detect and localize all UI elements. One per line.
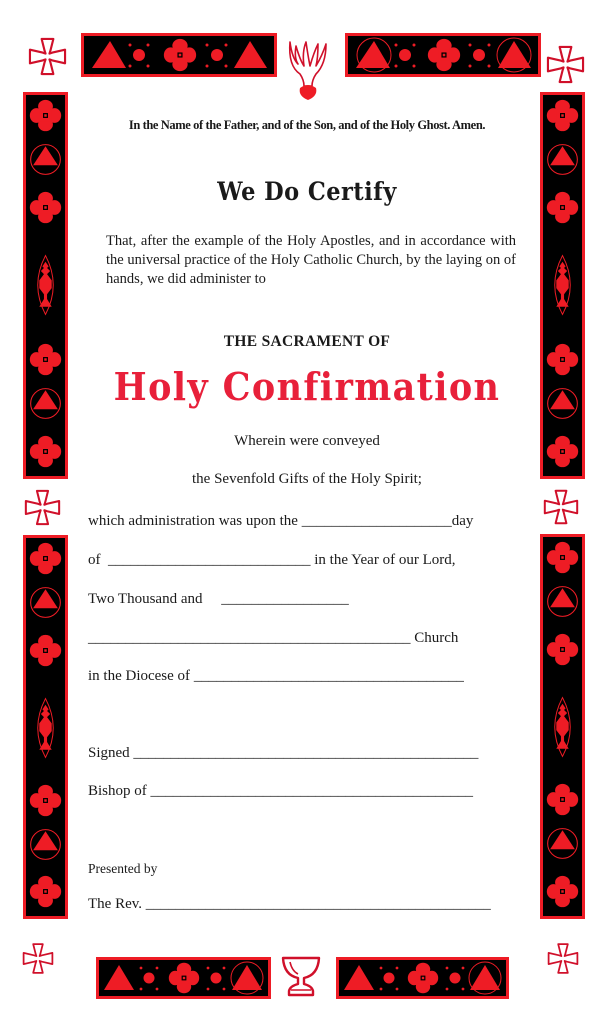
ornamental-border-right-lower (540, 534, 585, 919)
church-field-suffix: Church (414, 630, 459, 646)
year-field-prefix: Two Thousand and (88, 591, 203, 607)
month-field-prefix: of (88, 552, 101, 568)
dove-icon (284, 38, 332, 102)
sacrament-title: Holy Confirmation (113, 364, 501, 409)
bishop-field-prefix: Bishop of (88, 783, 147, 799)
cross-pattee-icon (28, 37, 67, 76)
cross-pattee-icon (546, 45, 585, 84)
ornamental-border-right-upper (540, 92, 585, 479)
certify-heading: We Do Certify (217, 177, 397, 206)
rev-field-row (88, 896, 491, 913)
month-field-row (88, 552, 455, 569)
body-paragraph: That, after the example of the Holy Apostles, and in accordance with the universal practice of the Holy Catholic Church, by the laying on of hands, we did administer to (106, 233, 516, 287)
rev-field-prefix: The Rev. (88, 896, 143, 912)
rev-field-blank[interactable]: ______________________________________________ (145, 896, 491, 912)
ornamental-border-top-right (345, 33, 541, 77)
ornamental-border-bottom-left (96, 957, 271, 999)
invocation-text: In the Name of the Father, and of the Son, and of the Holy Ghost. Amen. (128, 118, 486, 132)
day-field-row (88, 513, 473, 530)
cross-pattee-icon (22, 940, 54, 977)
ornamental-border-bottom-right (336, 957, 509, 999)
bishop-field-blank[interactable]: ___________________________________________ (150, 783, 474, 799)
cross-pattee-icon (24, 489, 61, 526)
diocese-field-prefix: in the Diocese of (88, 668, 191, 684)
day-field-blank[interactable]: ____________________ (301, 513, 452, 529)
month-field-blank[interactable]: ___________________________ (108, 552, 311, 568)
year-field-blank[interactable]: _________________ (221, 591, 349, 607)
day-field-suffix: day (451, 513, 474, 529)
chalice-icon (280, 955, 322, 998)
ornamental-border-top-left (81, 33, 277, 77)
signed-field-row (88, 745, 478, 762)
signed-field-prefix: Signed (88, 745, 130, 761)
diocese-field-row (88, 668, 464, 685)
conveyed-line-2: the Sevenfold Gifts of the Holy Spirit; (192, 471, 422, 487)
church-field-row (88, 630, 458, 647)
cross-pattee-icon (547, 940, 579, 977)
sacrament-label: THE SACRAMENT OF (223, 333, 391, 350)
bishop-field-row (88, 783, 473, 800)
ornamental-border-left-upper (23, 92, 68, 479)
conveyed-line-1: Wherein were conveyed (234, 433, 380, 449)
signed-field-blank[interactable]: ______________________________________________ (133, 745, 479, 761)
presented-by-label: Presented by (88, 861, 158, 876)
year-field-row (88, 591, 349, 608)
church-field-blank[interactable]: ___________________________________________ (88, 630, 411, 646)
ornamental-border-left-lower (23, 535, 68, 919)
diocese-field-blank[interactable]: ____________________________________ (193, 668, 464, 684)
day-field-prefix: which administration was upon the (88, 513, 298, 529)
cross-pattee-icon (543, 489, 579, 525)
month-field-suffix: in the Year of our Lord, (314, 552, 456, 568)
